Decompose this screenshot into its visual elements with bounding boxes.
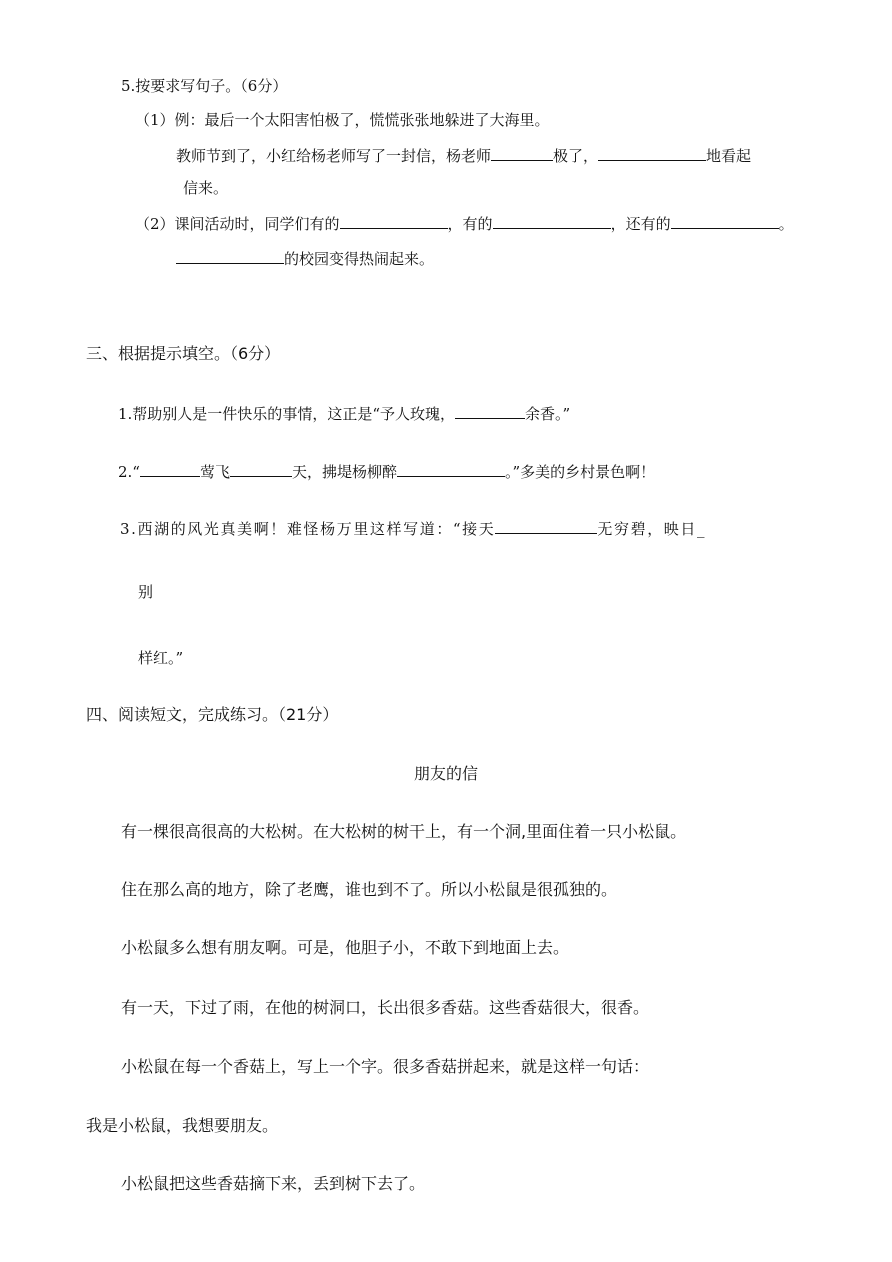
q5-1-text-a: 教师节到了，小红给杨老师写了一封信，杨老师 [176,147,492,165]
q5-1-text-c: 地看起 [706,147,752,165]
q5-2-text-e: 的校园变得热闹起来。 [284,250,435,268]
s3-q1-text-b: 余香。” [524,405,571,423]
q5-2-blank-1[interactable] [340,213,448,229]
passage-paragraph: 小松鼠多么想有朋友啊。可是，他胆子小，不敢下到地面上去。 [121,938,570,957]
q5-2-text-c: ，还有的 [610,215,671,233]
s3-q3-text-a: 3.西湖的风光真美啊！难怪杨万里这样写道：“接天 [120,520,496,538]
s3-q3-blank[interactable] [495,518,597,534]
q5-2-blank-4[interactable] [176,248,284,264]
section4-heading: 四、阅读短文，完成练习。（21分） [86,705,339,724]
s3-q2-blank-3[interactable] [397,461,505,477]
s3-q1-text-a: 1.帮助别人是一件快乐的事情，这正是“予人玫瑰， [118,405,455,423]
s3-q2-blank-2[interactable] [230,461,292,477]
passage-paragraph: 小松鼠把这些香菇摘下来，丢到树下去了。 [121,1174,426,1193]
s3-q3 [120,518,706,539]
s3-q2 [118,461,655,482]
q5-2-text-a: （2）课间活动时，同学们有的 [135,215,340,233]
q5-1-blank-2[interactable] [598,145,706,161]
s3-q2-text-b: 莺飞 [199,463,230,481]
s3-q3-text-b: 无穷碧，映日_ [597,520,707,538]
q5-1-example: （1）例：最后一个太阳害怕极了，慌慌张张地躲进了大海里。 [135,111,550,129]
s3-q2-text-a: 2.“ [118,463,140,481]
passage-title: 朋友的信 [413,764,478,783]
q5-2-blank-2[interactable] [493,213,611,229]
q5-1-task [176,145,751,166]
s3-q1-blank[interactable] [455,403,525,419]
passage-paragraph: 住在那么高的地方，除了老鹰，谁也到不了。所以小松鼠是很孤独的。 [121,880,618,899]
q5-2-continuation [176,248,434,269]
s3-q3-continuation-1: 别 [138,583,154,601]
q5-2-blank-3[interactable] [671,213,779,229]
s3-q2-blank-1[interactable] [140,461,200,477]
q5-1-text-b: 极了， [553,147,599,165]
s3-q1 [118,403,570,424]
q5-1-continuation: 信来。 [183,179,229,197]
s3-q3-continuation-2: 样红。” [138,649,184,667]
s3-q2-text-c: 天，拂堤杨柳醉 [292,463,398,481]
q5-2-text-b: ，有的 [447,215,493,233]
passage-paragraph: 小松鼠在每一个香菇上，写上一个字。很多香菇拼起来，就是这样一句话： [121,1057,650,1076]
passage-paragraph: 有一天，下过了雨，在他的树洞口，长出很多香菇。这些香菇很大，很香。 [121,998,650,1017]
passage-paragraph: 有一棵很高很高的大松树。在大松树的树干上，有一个洞,里面住着一只小松鼠。 [121,822,687,841]
q5-2-text-d: 。 [778,215,794,233]
q5-1-blank-1[interactable] [491,145,553,161]
passage-paragraph: 我是小松鼠，我想要朋友。 [86,1116,279,1135]
q5-title: 5.按要求写句子。（6分） [121,77,288,95]
s3-q2-text-d: 。”多美的乡村景色啊！ [505,463,656,481]
section3-heading: 三、根据提示填空。（6分） [86,344,281,363]
q5-2-task [135,213,794,234]
